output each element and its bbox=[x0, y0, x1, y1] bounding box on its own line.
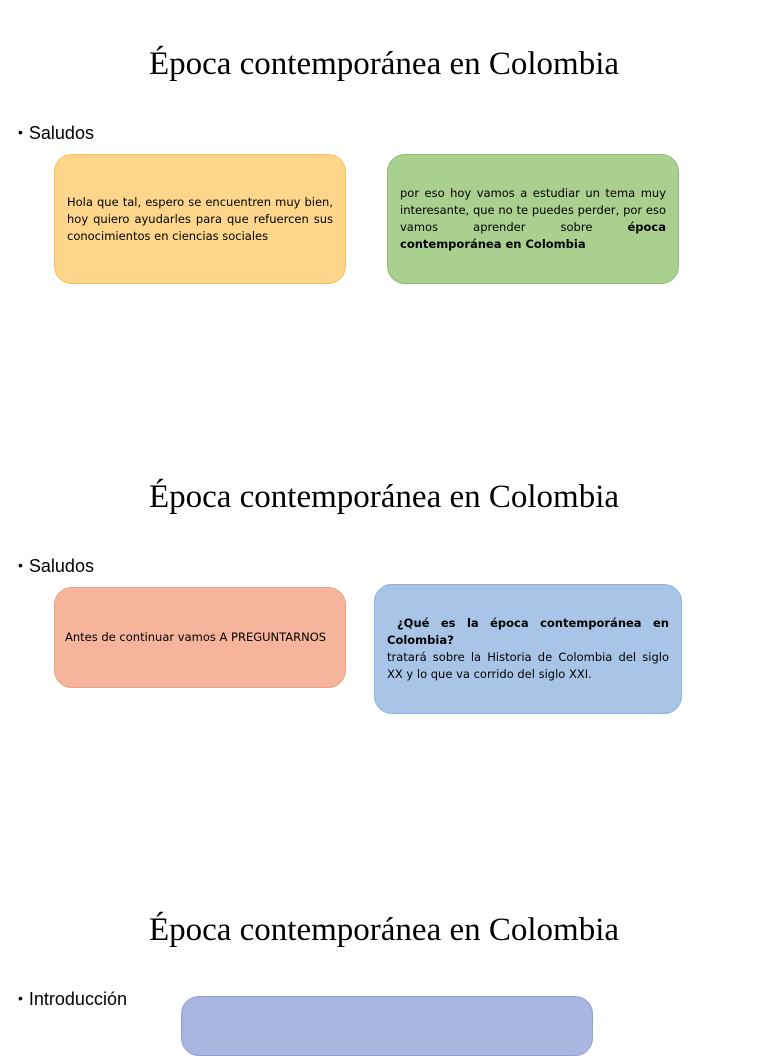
question-intro-text: Antes de continuar vamos A PREGUNTARNOS bbox=[65, 630, 327, 644]
question-intro-box bbox=[54, 587, 346, 688]
slide-1 bbox=[0, 0, 768, 432]
introduction-box bbox=[181, 996, 593, 1056]
bullet-text: Introducción bbox=[28, 989, 127, 1009]
bullet-dot-icon: • bbox=[18, 557, 23, 573]
topic-box-content bbox=[400, 185, 666, 253]
slide-title: Época contemporánea en Colombia bbox=[148, 46, 620, 82]
question-box-content bbox=[387, 615, 669, 683]
slide-title: Época contemporánea en Colombia bbox=[148, 912, 620, 948]
bullet-dot-icon: • bbox=[18, 990, 23, 1006]
topic-box-text: por eso hoy vamos a estudiar un tema muy interesante, que no te puedes perder, por eso vamos aprender sobre bbox=[400, 186, 666, 234]
bullet-item bbox=[18, 554, 94, 577]
slide-3 bbox=[0, 866, 768, 1024]
slide-2 bbox=[0, 433, 768, 865]
slide-title: Época contemporánea en Colombia bbox=[148, 479, 620, 515]
bullet-text: Saludos bbox=[28, 123, 94, 143]
question-box bbox=[374, 584, 682, 714]
bullet-text: Saludos bbox=[28, 556, 94, 576]
question-text: ¿Qué es la época contemporánea en Colombia? bbox=[387, 616, 669, 647]
greeting-box-text: Hola que tal, espero se encuentren muy bien, hoy quiero ayudarles para que refuercen sus conocimientos en ciencias sociales bbox=[67, 194, 333, 243]
question-box-question bbox=[387, 615, 669, 649]
bullet-item bbox=[18, 987, 127, 1010]
topic-box bbox=[387, 154, 679, 284]
bullet-item bbox=[18, 121, 94, 144]
greeting-box bbox=[54, 154, 346, 284]
bullet-dot-icon: • bbox=[18, 124, 23, 140]
question-box-answer: tratará sobre la Historia de Colombia del siglo XX y lo que va corrido del siglo XXI. bbox=[387, 650, 669, 681]
topic-box-bold-text: época contemporánea en Colombia bbox=[400, 220, 666, 251]
